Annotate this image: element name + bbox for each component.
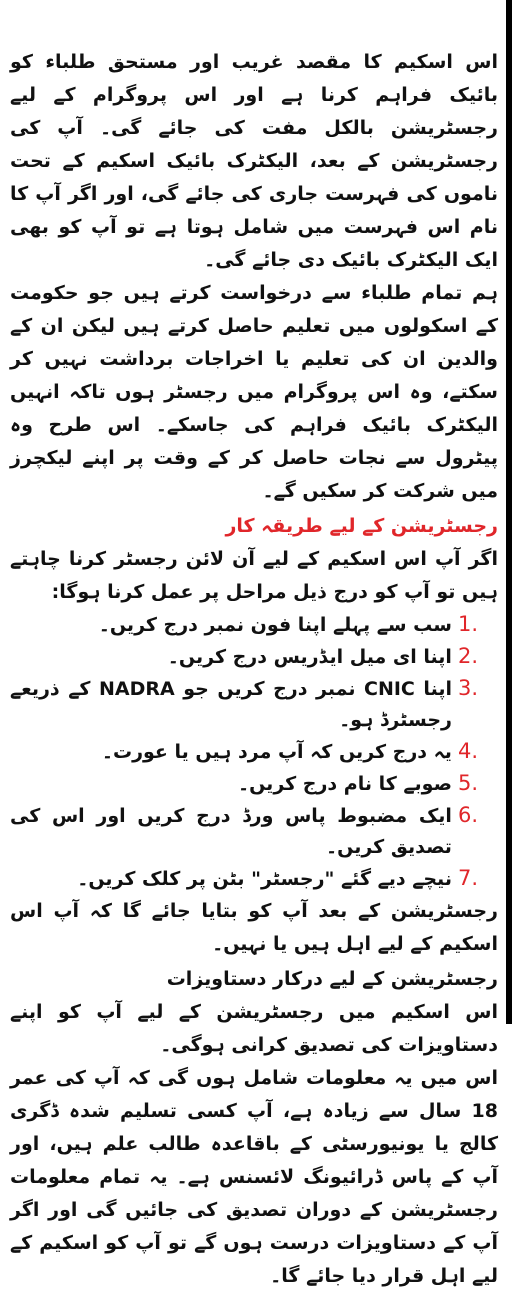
step-item	[10, 863, 498, 895]
registration-steps-list	[10, 609, 498, 895]
step-number: 5.	[457, 771, 478, 795]
step-number: 7.	[457, 866, 478, 890]
step-text: سب سے پہلے اپنا فون نمبر درج کریں۔	[98, 614, 452, 636]
intro-paragraph: اس اسکیم کا مقصد غریب اور مستحق طلباء کو بائیک فراہم کرنا ہے اور اس پروگرام کے لیے رجسٹریشن بالکل مفت کی جائے گی۔ آپ کی رجسٹریشن کے بعد، الیکٹرک بائیک اسکیم کے تحت ناموں کی فہرست جاری کی جائے گی، اور اگر آپ کا نام اس فہرست میں شامل ہوتا ہے تو آپ کو بھی ایک الیکٹرک بائیک دی جائے گی۔	[10, 51, 498, 271]
registration-method-intro: اگر آپ اس اسکیم کے لیے آن لائن رجسٹر کرنا چاہتے ہیں تو آپ کو درج ذیل مراحل پر عمل کرنا ہوگا:	[10, 548, 498, 603]
step-item	[10, 641, 498, 673]
step-item	[10, 673, 498, 736]
after-registration-note: رجسٹریشن کے بعد آپ کو بتایا جائے گا کہ آپ اس اسکیم کے لیے اہل ہیں یا نہیں۔	[10, 900, 498, 955]
step-number: 3.	[457, 676, 478, 700]
registration-method-heading: رجسٹریشن کے لیے طریقہ کار	[225, 515, 498, 537]
step-text: نیچے دیے گئے "رجسٹر" بٹن پر کلک کریں۔	[77, 868, 452, 890]
documents-intro-paragraph: اس اسکیم میں رجسٹریشن کے لیے آپ کو اپنے دستاویزات کی تصدیق کرانی ہوگی۔	[10, 1001, 498, 1056]
required-documents-heading: رجسٹریشن کے لیے درکار دستاویزات	[166, 968, 498, 990]
step-item	[10, 768, 498, 800]
step-text: ایک مضبوط پاس ورڈ درج کریں اور اس کی تصدیق کریں۔	[10, 805, 452, 858]
step-item	[10, 609, 498, 641]
step-number: 4.	[457, 739, 478, 763]
scrollbar-edge	[506, 0, 512, 1024]
step-text: یہ درج کریں کہ آپ مرد ہیں یا عورت۔	[101, 741, 452, 763]
step-item	[10, 800, 498, 863]
appeal-paragraph: ہم تمام طلباء سے درخواست کرتے ہیں جو حکومت کے اسکولوں میں تعلیم حاصل کرتے ہیں لیکن ان کے والدین ان کی تعلیم یا اخراجات برداشت نہیں کر سکتے، وہ اس پروگرام میں رجسٹر ہوں تاکہ انہیں الیکٹرک بائیک فراہم کی جاسکے۔ اس طرح وہ پیٹرول سے نجات حاصل کر کے وقت پر اپنے لیکچرز میں شرکت کر سکیں گے۔	[10, 282, 498, 502]
step-text: صوبے کا نام درج کریں۔	[237, 773, 452, 795]
step-text: اپنا CNIC نمبر درج کریں جو NADRA کے ذریعے رجسٹرڈ ہو۔	[10, 678, 452, 731]
step-number: 2.	[457, 644, 478, 668]
documents-body-paragraph: اس میں یہ معلومات شامل ہوں گی کہ آپ کی عمر 18 سال سے زیادہ ہے، آپ کسی تسلیم شدہ ڈگری کالج یا یونیورسٹی کے باقاعدہ طالب علم ہیں، اور آپ کے پاس ڈرائیونگ لائسنس ہے۔ یہ تمام معلومات رجسٹریشن کے دوران تصدیق کی جائیں گی اور اگر آپ کے دستاویزات درست ہوں گے تو آپ کو اسکیم کے لیے اہل قرار دیا جائے گا۔	[10, 1067, 498, 1287]
step-number: 1.	[457, 612, 478, 636]
step-number: 6.	[457, 803, 478, 827]
step-item	[10, 736, 498, 768]
step-text: اپنا ای میل ایڈریس درج کریں۔	[167, 646, 452, 668]
